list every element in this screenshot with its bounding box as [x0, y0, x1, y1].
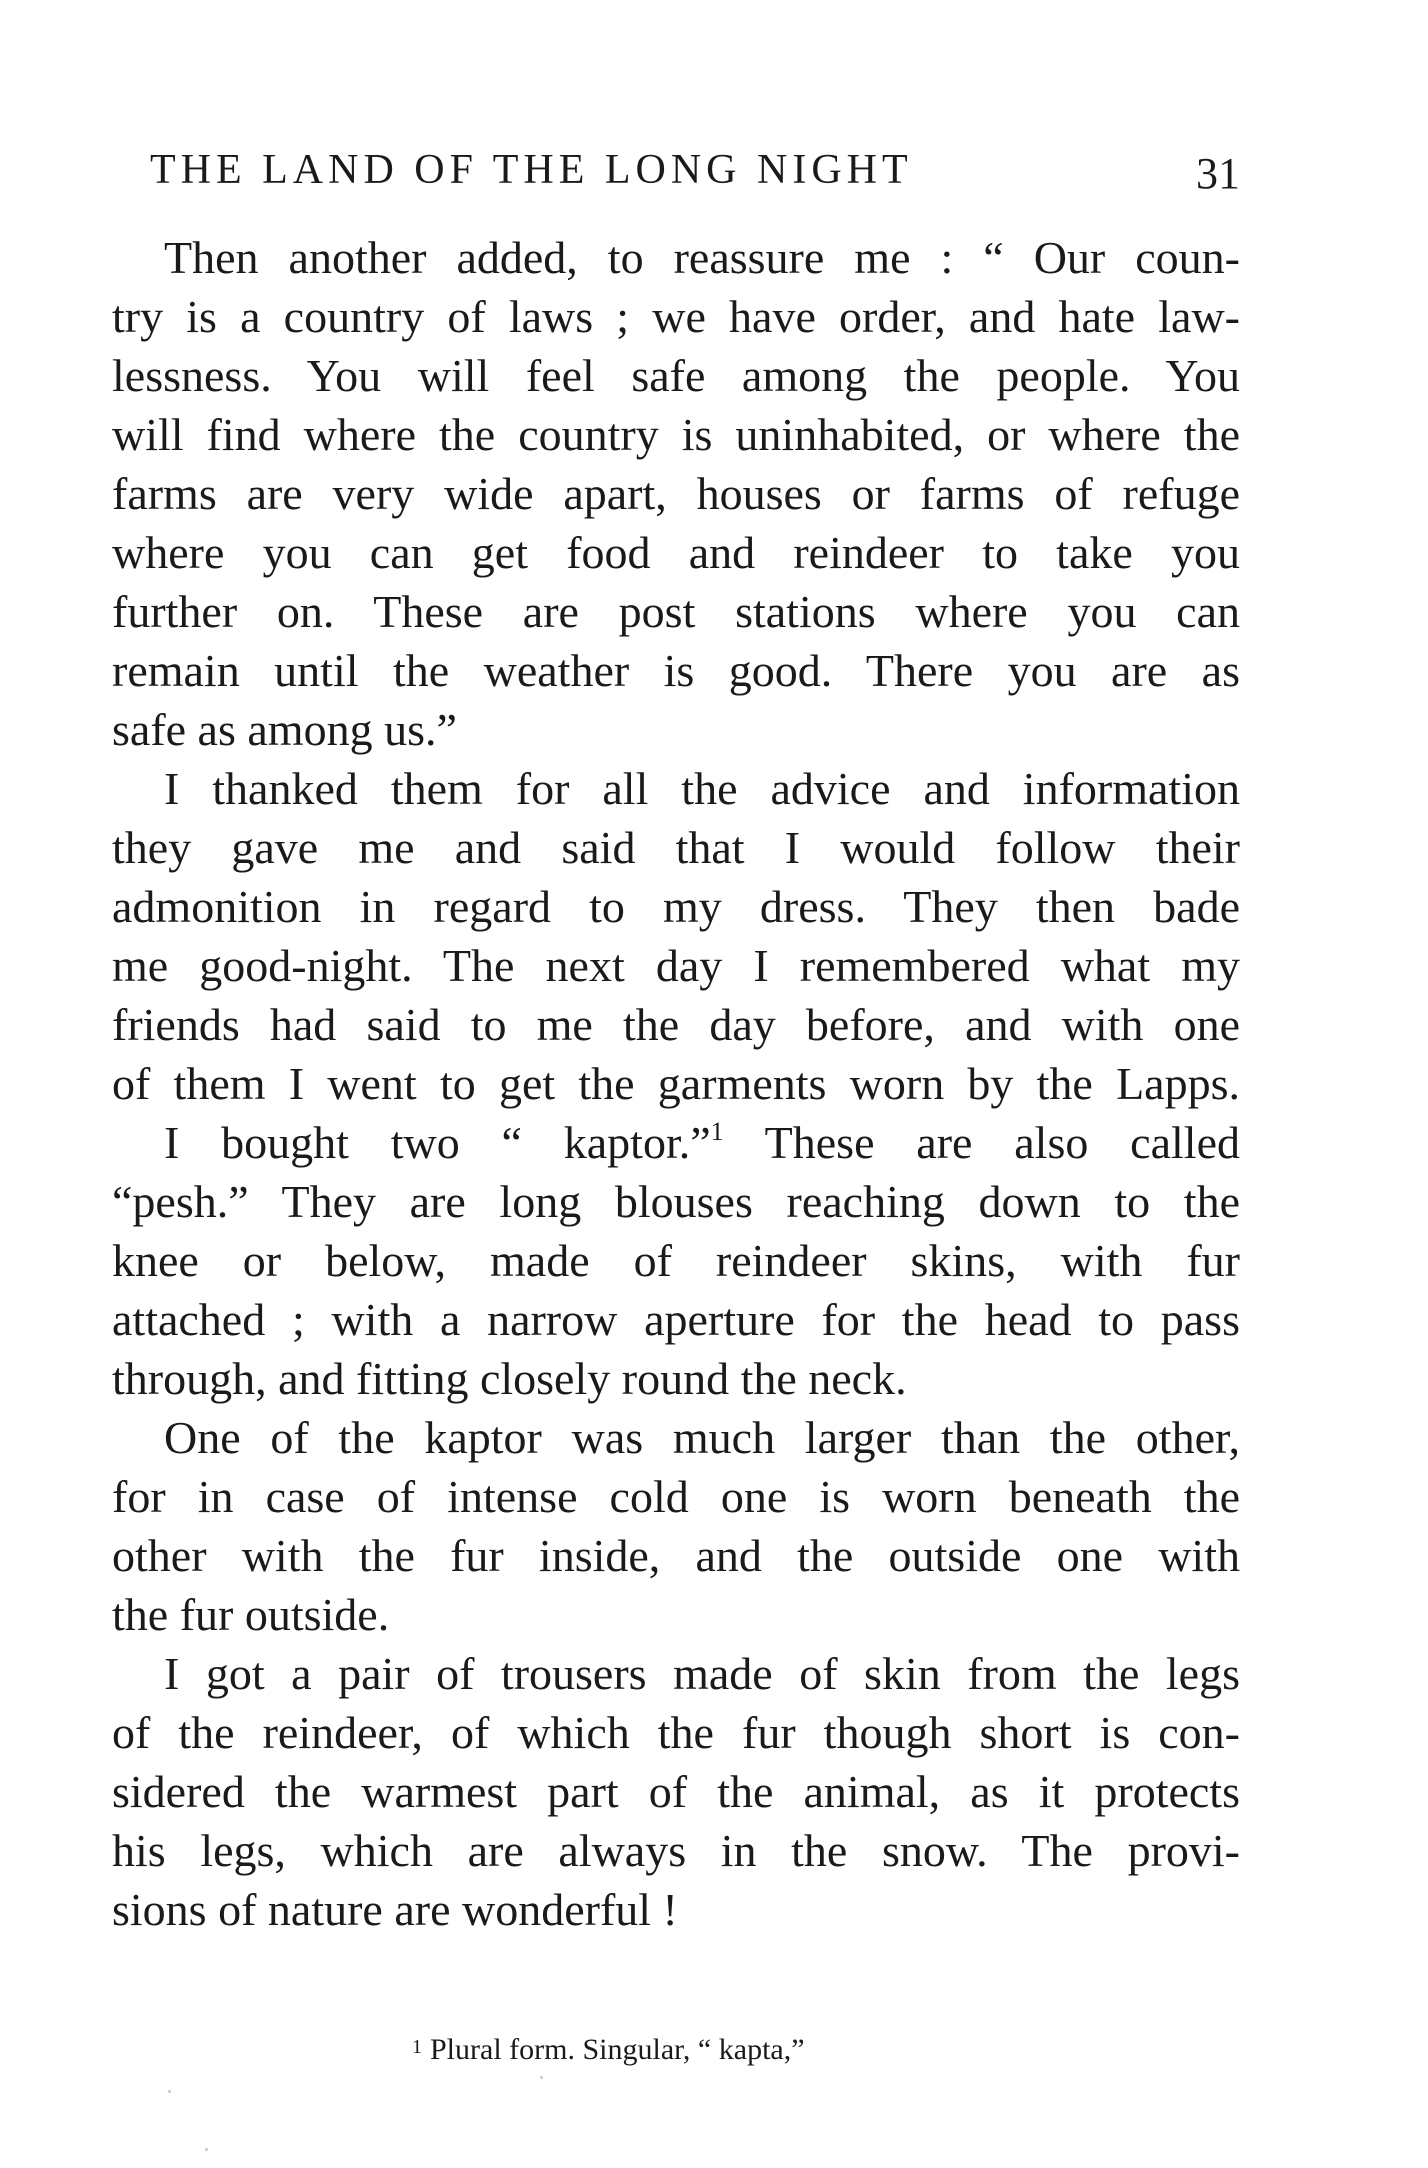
paper-speck	[205, 2148, 208, 2151]
paper-speck	[540, 2076, 543, 2079]
text-line: of the reindeer, of which the fur though short is con-	[112, 1707, 1240, 1758]
running-head	[150, 140, 1240, 200]
text-line: they gave me and said that I would follow their	[112, 822, 1240, 873]
text-line-part: I bought two “ kaptor.”	[164, 1117, 711, 1168]
text-line: where you can get food and reindeer to take you	[112, 527, 1240, 578]
text-line: admonition in regard to my dress. They then bade	[112, 881, 1240, 932]
text-line: sidered the warmest part of the animal, as it protects	[112, 1766, 1240, 1817]
text-line: for in case of intense cold one is worn beneath the	[112, 1471, 1240, 1522]
text-line-with-footnote	[112, 1113, 1240, 1172]
text-line: attached ; with a narrow aperture for the head to pass	[112, 1294, 1240, 1345]
text-line: I thanked them for all the advice and information	[164, 763, 1240, 814]
text-line: One of the kaptor was much larger than the other,	[164, 1412, 1240, 1463]
text-line: me good-night. The next day I remembered what my	[112, 940, 1240, 991]
body-text	[112, 228, 1240, 1939]
footnote	[412, 2030, 805, 2070]
text-line: “pesh.” They are long blouses reaching down to the	[112, 1176, 1240, 1227]
text-line: through, and fitting closely round the neck.	[112, 1353, 907, 1404]
text-line: remain until the weather is good. There you are as	[112, 645, 1240, 696]
text-line: will find where the country is uninhabited, or where the	[112, 409, 1240, 460]
text-line: the fur outside.	[112, 1589, 390, 1640]
text-line: other with the fur inside, and the outside one with	[112, 1530, 1240, 1581]
text-line: try is a country of laws ; we have order, and hate law-	[112, 291, 1240, 342]
text-line: farms are very wide apart, houses or farms of refuge	[112, 468, 1240, 519]
text-line: knee or below, made of reindeer skins, with fur	[112, 1235, 1240, 1286]
text-line: safe as among us.”	[112, 704, 457, 755]
text-line: further on. These are post stations where you can	[112, 586, 1240, 637]
text-line-part: These are also called	[764, 1117, 1240, 1168]
footnote-marker: 1	[412, 2036, 422, 2058]
text-line: I got a pair of trousers made of skin from the legs	[164, 1648, 1240, 1699]
footnote-reference: 1	[710, 1117, 724, 1146]
paper-speck	[168, 2090, 171, 2093]
text-line: Then another added, to reassure me : “ Our coun-	[164, 232, 1240, 283]
running-title: THE LAND OF THE LONG NIGHT	[150, 147, 913, 193]
text-line: of them I went to get the garments worn by the Lapps.	[112, 1058, 1240, 1109]
text-line: lessness. You will feel safe among the people. You	[112, 350, 1240, 401]
footnote-text: Plural form. Singular, “ kapta,”	[430, 2033, 805, 2066]
page-number: 31	[1196, 149, 1240, 198]
text-line: his legs, which are always in the snow. The provi-	[112, 1825, 1240, 1876]
text-line: sions of nature are wonderful !	[112, 1884, 678, 1935]
text-line: friends had said to me the day before, and with one	[112, 999, 1240, 1050]
